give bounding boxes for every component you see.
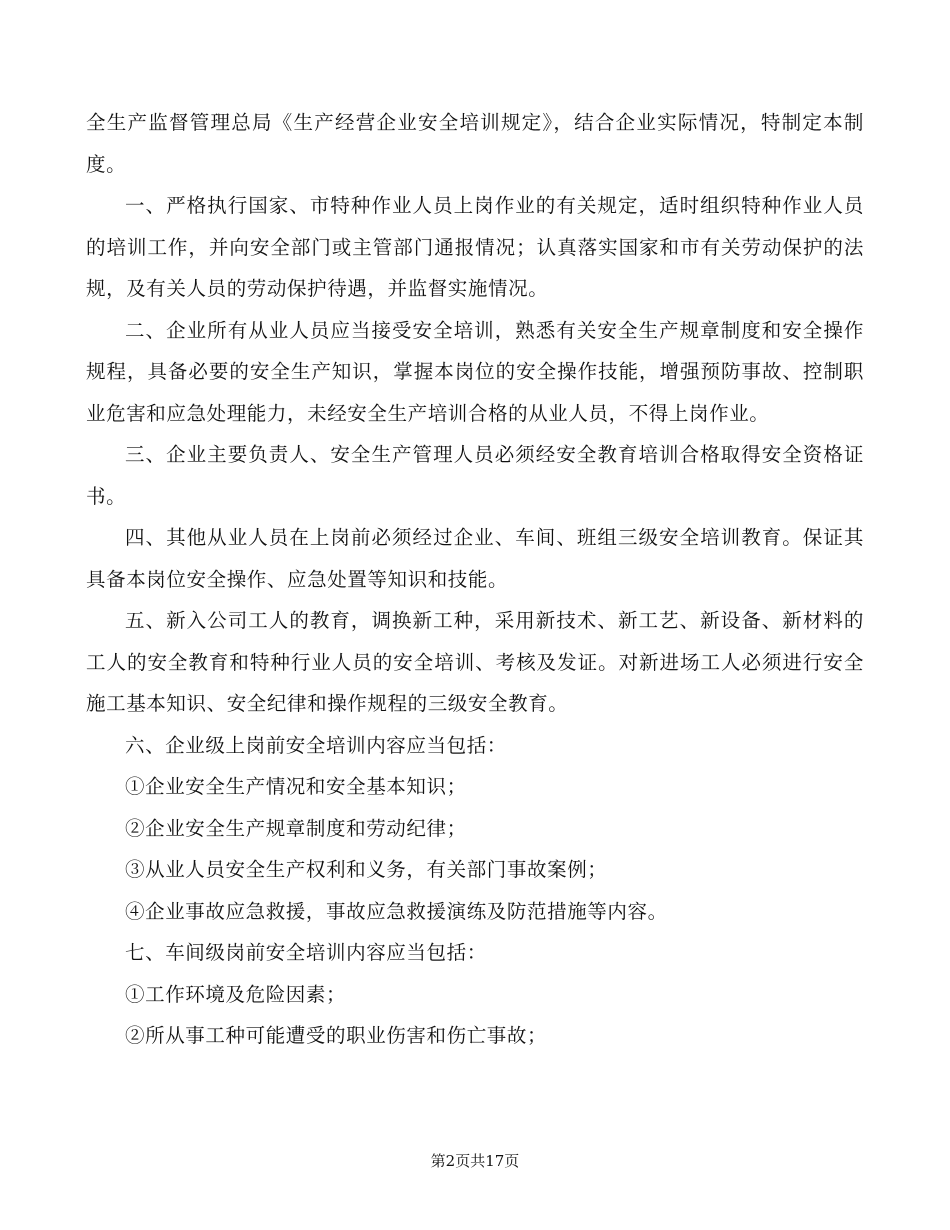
- paragraph-clause-6-heading: 六、企业级上岗前安全培训内容应当包括：: [125, 733, 507, 757]
- list-item-7-1: ①工作环境及危险因素；: [125, 982, 347, 1006]
- paragraph-clause-5: 五、新入公司工人的教育，调换新工种，采用新技术、新工艺、新设备、新材料的工人的安全教育和特种行业人员的安全培训、考核及发证。对新进场工人必须进行安全施工基本知识、安全纪律和操作规程的三级安全教育。: [86, 609, 864, 715]
- paragraph-clause-1: 一、严格执行国家、市特种作业人员上岗作业的有关规定，适时组织特种作业人员的培训工作，并向安全部门或主管部门通报情况；认真落实国家和市有关劳动保护的法规，及有关人员的劳动保护待遇，并监督实施情况。: [86, 194, 864, 300]
- list-item-6-2: ②企业安全生产规章制度和劳动纪律；: [125, 816, 467, 840]
- paragraph-clause-4: 四、其他从业人员在上岗前必须经过企业、车间、班组三级安全培训教育。保证其具备本岗位安全操作、应急处置等知识和技能。: [86, 526, 864, 591]
- list-item-6-4: ④企业事故应急救援，事故应急救援演练及防范措施等内容。: [125, 899, 668, 923]
- paragraph-clause-7-heading: 七、车间级岗前安全培训内容应当包括：: [125, 941, 487, 964]
- list-item-7-2: ②所从事工种可能遭受的职业伤害和伤亡事故；: [125, 1024, 548, 1047]
- page-number-footer: 第2页共17页: [430, 1152, 520, 1170]
- list-item-6-3: ③从业人员安全生产权利和义务，有关部门事故案例；: [125, 858, 608, 881]
- paragraph-intro-continued: 全生产监督管理总局《生产经营企业安全培训规定》，结合企业实际情况，特制定本制度。: [86, 111, 864, 176]
- document-body: [86, 102, 864, 1057]
- list-item-6-1: ①企业安全生产情况和安全基本知识；: [125, 775, 467, 798]
- paragraph-clause-3: 三、企业主要负责人、安全生产管理人员必须经安全教育培训合格取得安全资格证书。: [86, 443, 864, 508]
- paragraph-clause-2: 二、企业所有从业人员应当接受安全培训，熟悉有关安全生产规章制度和安全操作规程，具备必要的安全生产知识，掌握本岗位的安全操作技能，增强预防事故、控制职业危害和应急处理能力，未经安全生产培训合格的从业人员，不得上岗作业。: [86, 318, 864, 425]
